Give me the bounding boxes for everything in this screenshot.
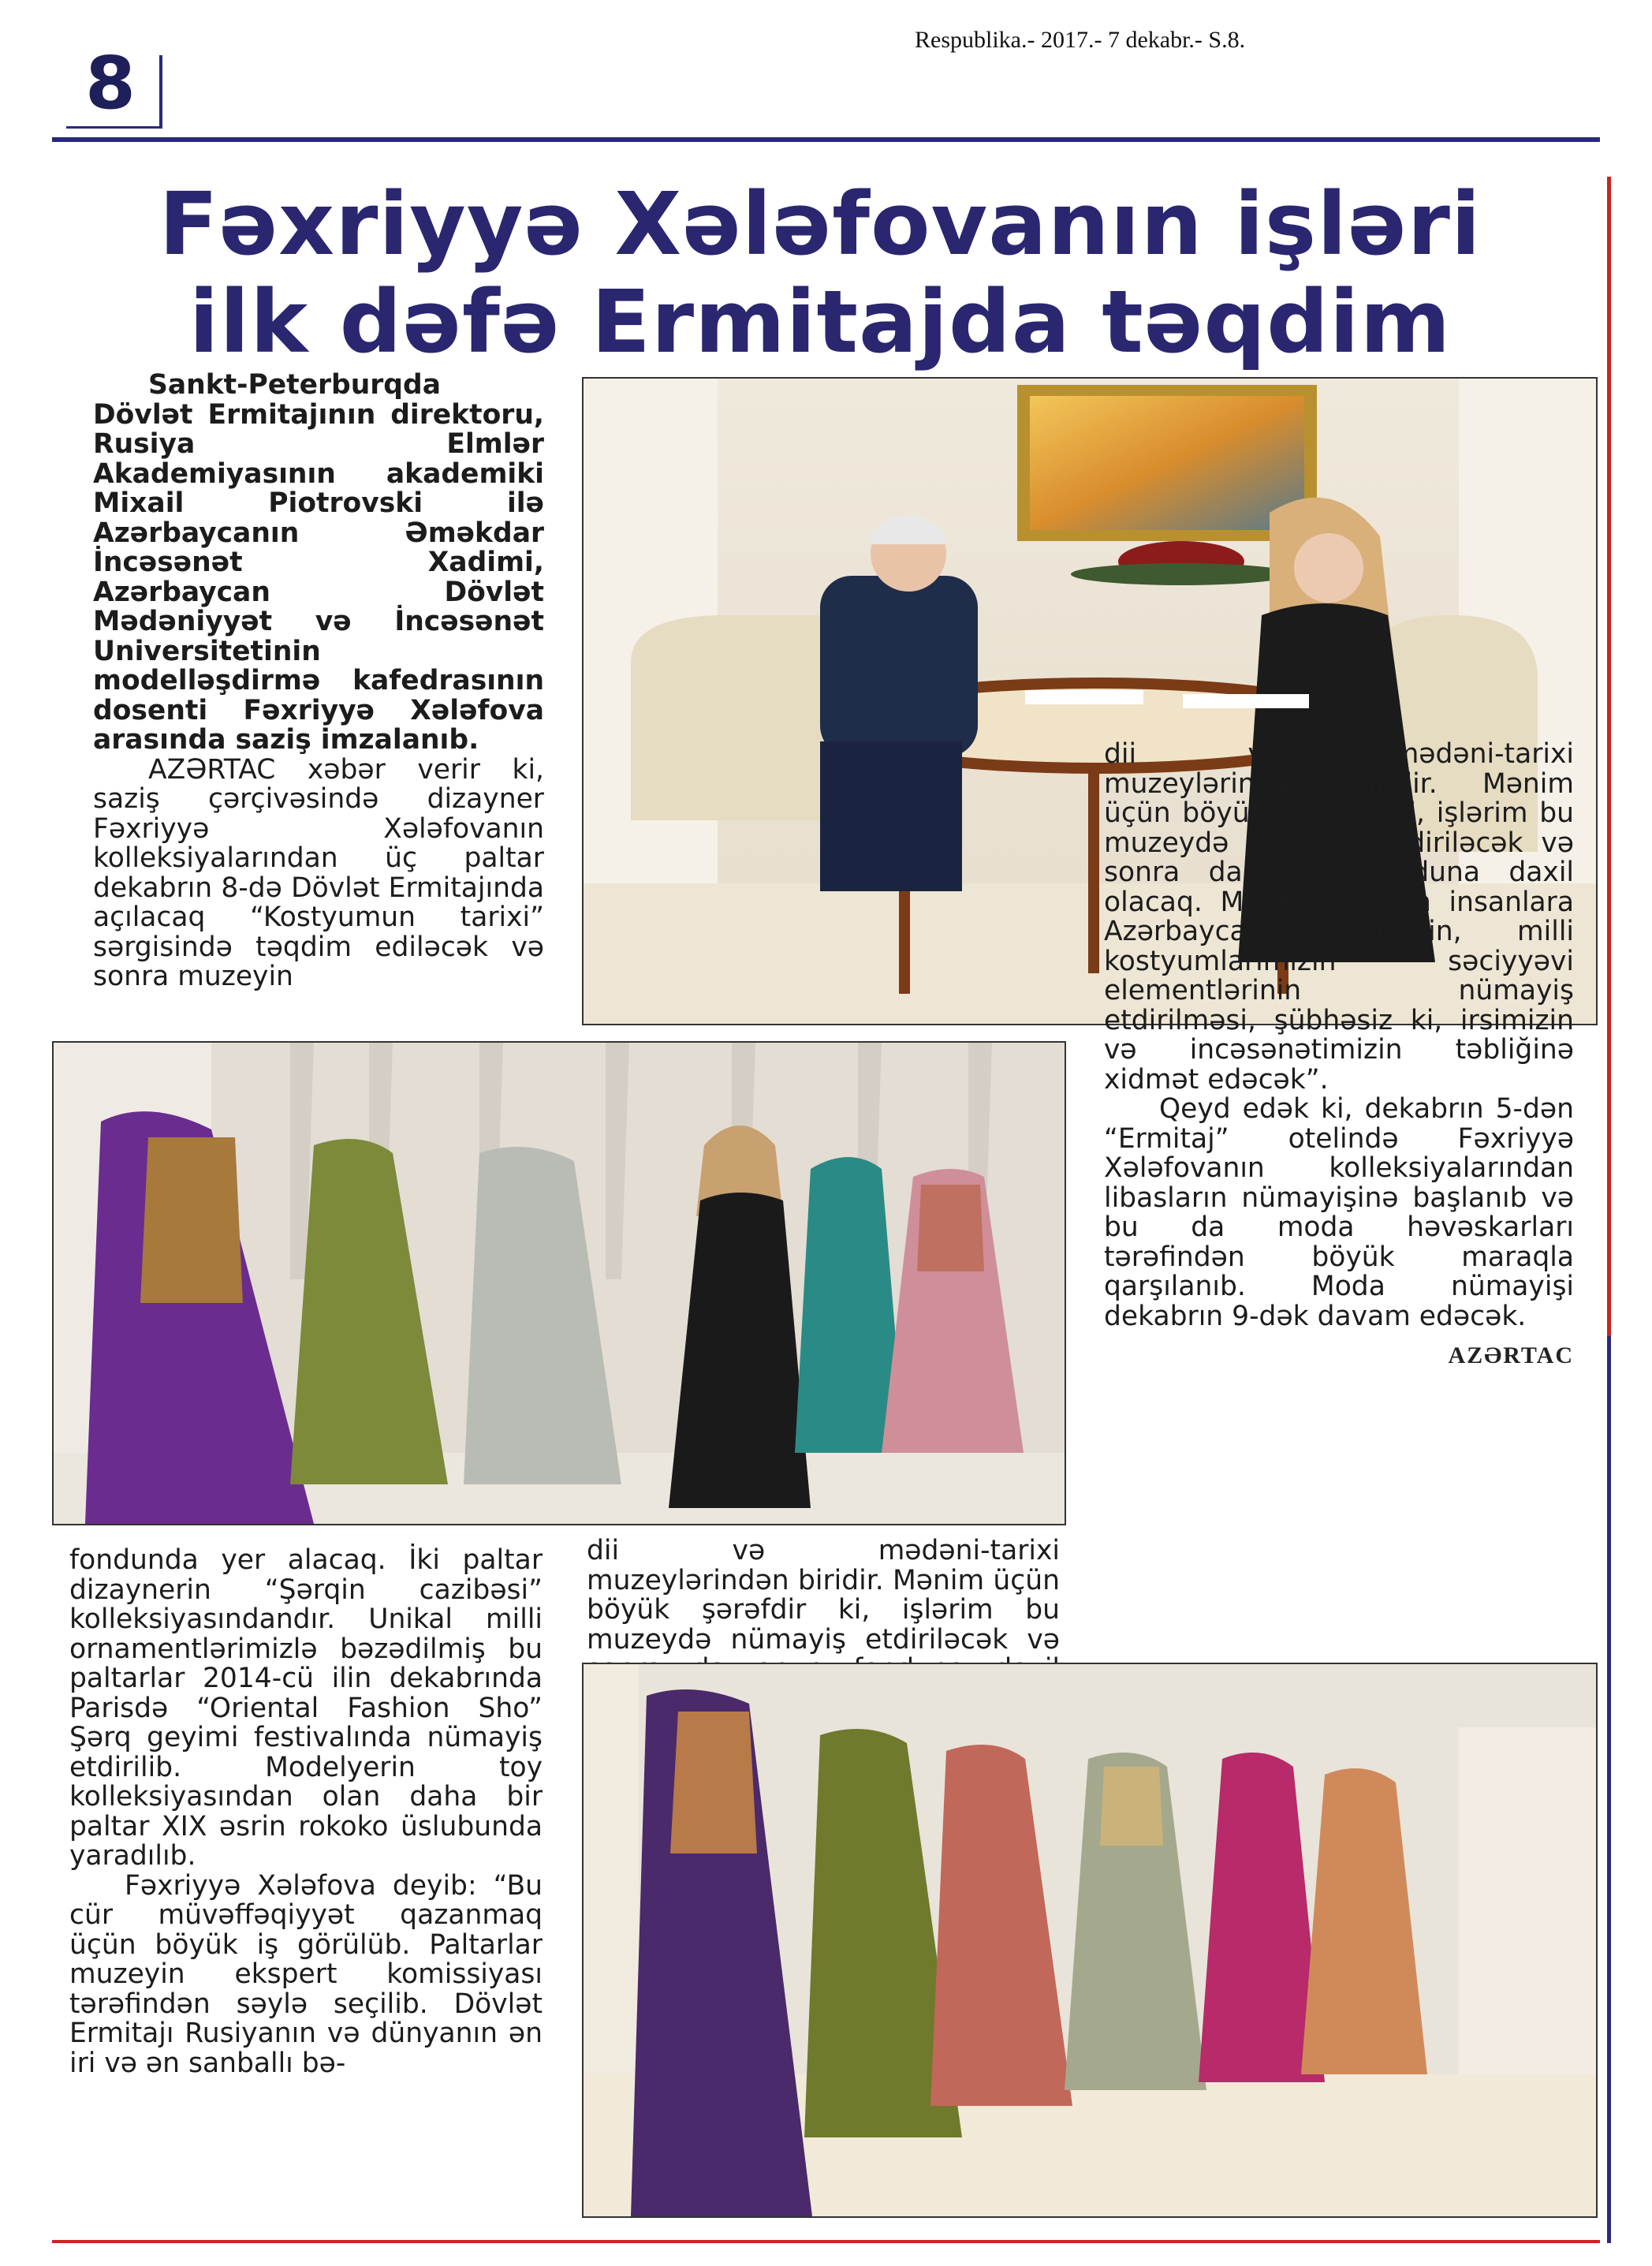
paragraph-3: Qeyd edək ki, dekabrın 5-dən “Ermitaj” otelində Fəxriyyə Xələfovanın kolleksiyalarından libasların nümayişinə başlanıb və bu da moda həvəskarları tərəfindən böyük maraqla qarşılanıb. Moda nümayişi dekabrın 9-dək davam edəcək. [1104, 1093, 1574, 1332]
column-left-top [93, 371, 544, 1032]
photo-dresses-mannequins [582, 1663, 1598, 2218]
quote-continuation: dii və mədəni-tarixi muzeylərindən biridir. Mənim üçün böyük şərəfdir ki, işlərim bu muzeydə nümayiş etdiriləcək və sonra da onun fonduna daxil olacaq. Muzeyə axışan insanlara Azərbaycan geyiminin, milli kostyumlarımızın səciyyəvi elementlərinin nümayiş etdirilməsi, şübhəsiz ki, irsimizin və incəsənətimizin təbliğinə xidmət edəcək”. [1104, 738, 1574, 1096]
right-margin-rule-red [1607, 177, 1611, 1336]
headline-line-2: ilk dəfə Ermitajda təqdim [188, 271, 1452, 372]
page-number: 8 [85, 41, 136, 125]
photo-dresses-showroom [52, 1041, 1066, 1525]
article-lead: Sankt-Peterburqda Dövlət Ermitajının direktoru, Rusiya Elmlər Akademiyasının akademiki Mixail Piotrovski ilə Azərbaycanın Əməkdar İncəsənət Xadimi, Azərbaycan Dövlət Mədəniyyət və İncəsənət Universitetinin modelləşdirmə kafedrasının dosenti Fəxriyyə Xələfova arasında saziş imzalanıb. [93, 369, 544, 756]
byline: AZƏRTAC [1448, 1342, 1574, 1368]
headline-line-1: Fəxriyyə Xələfovanın işləri [158, 174, 1482, 274]
paragraph-2: Fəxriyyə Xələfova deyib: “Bu cür müvəffəqiyyət qazanmaq üçün böyük iş görülüb. Paltarlar muzeyin ekspert komissiyası tərəfindən səylə seçilib. Dövlət Ermitajı Rusiyanın və dünyanın ən iri və ən sanballı bə- [69, 1869, 543, 2079]
column-right-middle [1104, 738, 1574, 1644]
footer-rule [52, 2240, 1600, 2243]
quote-continuation-start: dii və mədəni-tarixi muzeylərindən biridir. Mənim üçün böyük şərəfdir ki, işlərim bu muzeydə nümayiş etdiriləcək və [587, 1535, 1060, 1656]
column-left-bottom [69, 1546, 543, 2224]
paragraph-1-start: AZƏRTAC xəbər verir ki, saziş çərçivəsində dizayner Fəxriyyə Xələfovanın kolleksiyalarından üç paltar dekabrın 8-də Dövlət Ermitajında açılacaq “Kostyumun tarixi” sərgisində təqdim ediləcək və sonra muzeyin [93, 753, 544, 992]
source-citation: Respublika.- 2017.- 7 dekabr.- S.8. [915, 27, 1246, 53]
right-margin-rule-navy [1607, 1336, 1611, 2243]
column-middle-bottom [587, 1536, 1060, 1656]
page-number-underline [66, 126, 162, 129]
paragraph-1-end: fondunda yer alacaq. İki paltar dizaynerin “Şərqin cazibəsi” kolleksiyasındandır. Unikal milli ornamentlərimizlə bəzədilmiş bu paltarlar 2014-cü ilin dekabrında Parisdə “Oriental Fashion Sho” Şərq geyimi festivalında nümayiş etdirilib. Modelyerin toy kolleksiyasından olan daha bir paltar XIX əsrin rokoko üslubunda yaradılıb. [69, 1544, 543, 1872]
page-number-divider [159, 55, 162, 128]
header-rule [52, 137, 1600, 142]
